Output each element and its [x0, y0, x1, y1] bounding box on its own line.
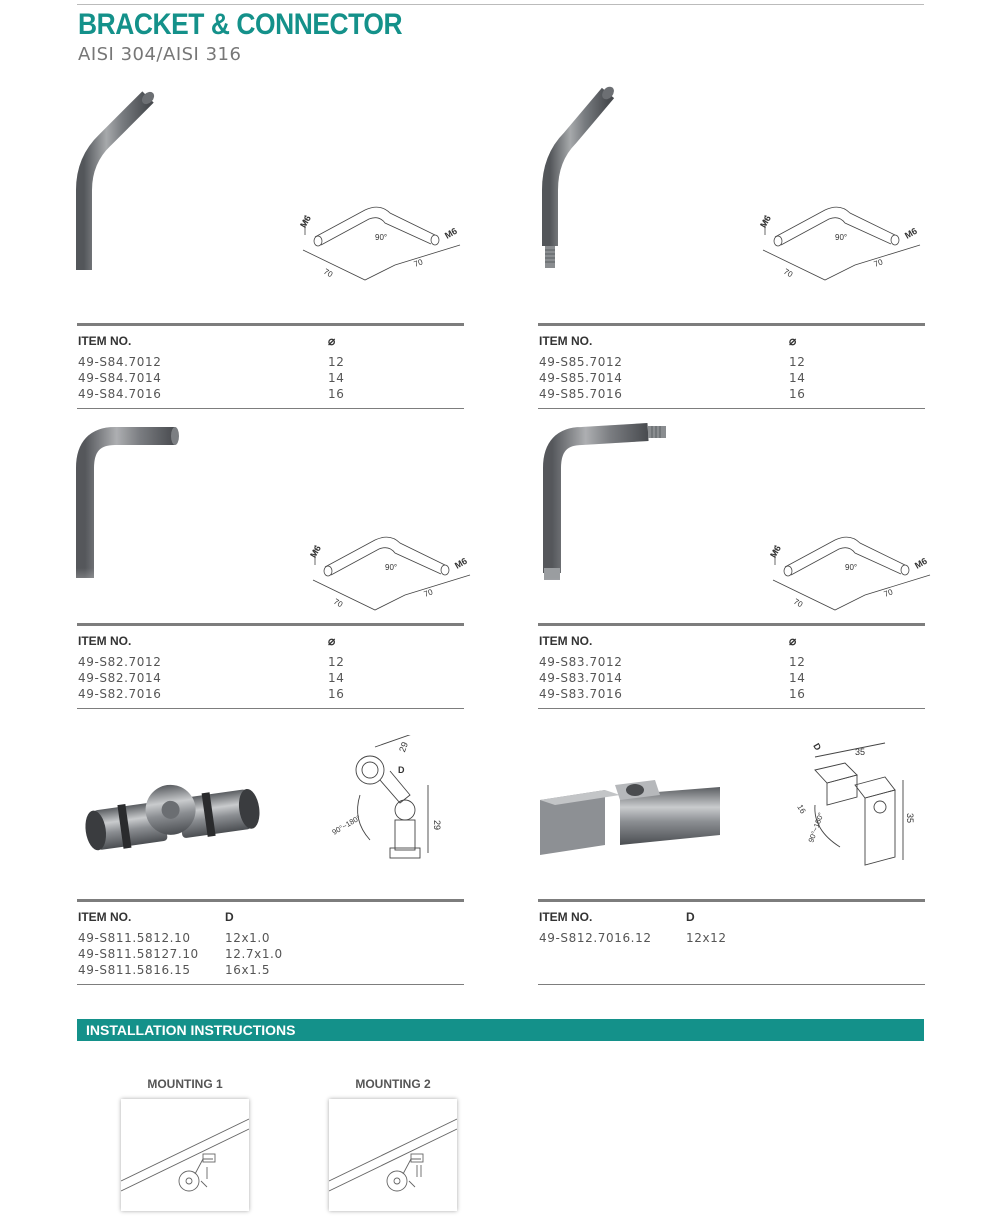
table-row [77, 371, 464, 387]
item-spec: 12 [328, 655, 345, 669]
bracket-dimension-drawing [755, 195, 935, 285]
mounting-diagram [121, 1099, 249, 1211]
drawing-label-angle: 90° [845, 563, 858, 572]
item-no: 49-S811.5812.10 [78, 931, 191, 945]
table-row [538, 931, 925, 947]
mounting-illustration [329, 1099, 457, 1211]
table-row [77, 655, 464, 671]
col-header-spec: ⌀ [328, 634, 336, 648]
drawing-dim-b: 70 [882, 587, 895, 599]
spec-table [77, 323, 464, 409]
mounting-2 [328, 1077, 458, 1091]
item-spec: 12 [328, 355, 345, 369]
table-row [77, 355, 464, 371]
drawing-dim-top: 35 [855, 747, 866, 757]
bracket-photo [530, 418, 675, 623]
item-no: 49-S84.7016 [78, 387, 162, 401]
mounting-1 [120, 1077, 250, 1091]
connector-photo [75, 765, 265, 880]
mounting-label: MOUNTING 1 [147, 1077, 223, 1091]
item-spec: 14 [328, 671, 345, 685]
installation-header [77, 1019, 924, 1041]
table-row [77, 671, 464, 687]
table-row [77, 387, 464, 403]
col-header-item: ITEM NO. [78, 910, 132, 924]
item-spec: 12x12 [686, 931, 727, 945]
table-row [538, 371, 925, 387]
installation-heading: INSTALLATION INSTRUCTIONS [86, 1022, 296, 1038]
col-header-item: ITEM NO. [78, 334, 132, 348]
connector-photo [535, 775, 730, 885]
item-no: 49-S82.7012 [78, 655, 162, 669]
col-header-item: ITEM NO. [539, 334, 593, 348]
drawing-dim-b: 70 [422, 587, 435, 599]
item-spec: 12 [789, 355, 806, 369]
connector-dimension-drawing [330, 735, 450, 870]
item-no: 49-S812.7016.12 [539, 931, 652, 945]
drawing-label-right: M6 [903, 225, 919, 241]
mounting-label: MOUNTING 2 [355, 1077, 431, 1091]
item-no: 49-S83.7016 [539, 687, 623, 701]
item-no: 49-S82.7014 [78, 671, 162, 685]
bracket-photo [65, 418, 195, 623]
table-row [538, 355, 925, 371]
bracket-photo [60, 85, 190, 315]
spec-table [538, 899, 925, 985]
item-spec: 14 [328, 371, 345, 385]
item-spec: 14 [789, 371, 806, 385]
drawing-dim-a: 70 [322, 266, 335, 280]
table-row [77, 687, 464, 703]
table-row [77, 947, 464, 963]
drawing-dim-right: 29 [432, 820, 442, 831]
drawing-angle: 90°~180° [806, 811, 826, 844]
item-no: 49-S85.7016 [539, 387, 623, 401]
drawing-label-angle: 90° [375, 233, 388, 242]
item-no: 49-S811.5816.15 [78, 963, 191, 977]
drawing-dim-d: D [811, 741, 824, 753]
mounting-diagram [329, 1099, 457, 1211]
item-spec: 16 [789, 387, 806, 401]
drawing-label-left: M6 [298, 213, 313, 230]
item-spec: 16 [328, 387, 345, 401]
item-no: 49-S83.7014 [539, 671, 623, 685]
spec-table [77, 623, 464, 709]
drawing-label-right: M6 [443, 225, 459, 241]
col-header-item: ITEM NO. [539, 634, 593, 648]
drawing-label-left: M6 [768, 543, 783, 560]
connector-dimension-drawing [785, 735, 915, 875]
table-row [77, 931, 464, 947]
drawing-dim-d: D [398, 765, 405, 775]
col-header-spec: ⌀ [328, 334, 336, 348]
bracket-dimension-drawing [295, 195, 475, 285]
drawing-dim-right: 35 [905, 813, 915, 824]
col-header-item: ITEM NO. [78, 634, 132, 648]
drawing-dim-top: 29 [397, 740, 410, 754]
top-rule [77, 4, 924, 5]
table-row [538, 655, 925, 671]
drawing-label-right: M6 [913, 555, 929, 571]
table-row [538, 687, 925, 703]
item-spec: 12 [789, 655, 806, 669]
mounting-illustration [121, 1099, 249, 1211]
item-no: 49-S85.7012 [539, 355, 623, 369]
drawing-dim-b: 70 [412, 257, 425, 269]
table-row [538, 671, 925, 687]
item-no: 49-S811.58127.10 [78, 947, 199, 961]
item-no: 49-S83.7012 [539, 655, 623, 669]
col-header-spec: D [686, 910, 695, 924]
drawing-angle: 90°~180° [330, 813, 363, 837]
item-spec: 16x1.5 [225, 963, 271, 977]
col-header-spec: ⌀ [789, 334, 797, 348]
page-subtitle: AISI 304/AISI 316 [78, 44, 242, 65]
page-title: BRACKET & CONNECTOR [78, 8, 403, 41]
bracket-photo [520, 78, 650, 315]
drawing-label-left: M6 [758, 213, 773, 230]
spec-table [538, 623, 925, 709]
drawing-label-angle: 90° [835, 233, 848, 242]
item-no: 49-S85.7014 [539, 371, 623, 385]
item-no: 49-S82.7016 [78, 687, 162, 701]
drawing-dim-side: 16 [795, 803, 808, 816]
item-no: 49-S84.7014 [78, 371, 162, 385]
col-header-spec: D [225, 910, 234, 924]
item-spec: 14 [789, 671, 806, 685]
spec-table [77, 899, 464, 985]
table-row [538, 387, 925, 403]
col-header-item: ITEM NO. [539, 910, 593, 924]
drawing-dim-b: 70 [872, 257, 885, 269]
drawing-dim-a: 70 [782, 266, 795, 280]
drawing-dim-a: 70 [792, 596, 805, 610]
drawing-label-angle: 90° [385, 563, 398, 572]
drawing-label-right: M6 [453, 555, 469, 571]
drawing-dim-a: 70 [332, 596, 345, 610]
item-spec: 12.7x1.0 [225, 947, 283, 961]
col-header-spec: ⌀ [789, 634, 797, 648]
item-no: 49-S84.7012 [78, 355, 162, 369]
spec-table [538, 323, 925, 409]
bracket-dimension-drawing [765, 525, 945, 615]
bracket-dimension-drawing [305, 525, 485, 615]
table-row [77, 963, 464, 979]
item-spec: 12x1.0 [225, 931, 271, 945]
drawing-label-left: M6 [308, 543, 323, 560]
item-spec: 16 [328, 687, 345, 701]
item-spec: 16 [789, 687, 806, 701]
